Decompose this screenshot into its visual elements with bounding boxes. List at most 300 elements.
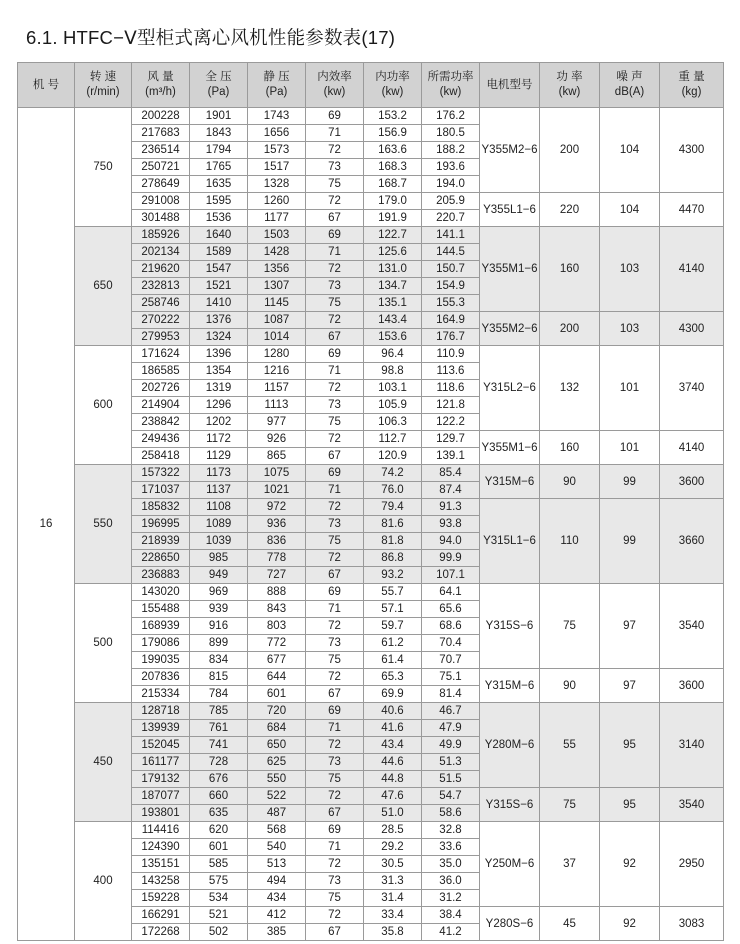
cell-required-power: 75.1: [422, 669, 480, 686]
cell-internal-power: 168.3: [364, 159, 422, 176]
cell-efficiency: 72: [306, 193, 364, 210]
cell-required-power: 87.4: [422, 482, 480, 499]
cell-efficiency: 71: [306, 720, 364, 737]
cell-required-power: 41.2: [422, 924, 480, 941]
cell-internal-power: 191.9: [364, 210, 422, 227]
cell-airflow: 168939: [132, 618, 190, 635]
cell-static-pressure: 434: [248, 890, 306, 907]
cell-total-pressure: 1173: [190, 465, 248, 482]
cell-total-pressure: 969: [190, 584, 248, 601]
cell-efficiency: 71: [306, 244, 364, 261]
cell-static-pressure: 494: [248, 873, 306, 890]
cell-efficiency: 69: [306, 346, 364, 363]
cell-total-pressure: 1521: [190, 278, 248, 295]
cell-motor-model: Y315L2−6: [480, 346, 540, 431]
header-total-pressure: 全 压 (Pa): [190, 63, 248, 108]
cell-required-power: 107.1: [422, 567, 480, 584]
cell-total-pressure: 1296: [190, 397, 248, 414]
cell-efficiency: 67: [306, 567, 364, 584]
cell-static-pressure: 936: [248, 516, 306, 533]
cell-motor-power: 90: [540, 465, 600, 499]
cell-total-pressure: 521: [190, 907, 248, 924]
page-title: 6.1. HTFC−Ⅴ型柜式离心风机性能参数表(17): [26, 27, 396, 48]
cell-internal-power: 30.5: [364, 856, 422, 873]
cell-airflow: 159228: [132, 890, 190, 907]
cell-airflow: 291008: [132, 193, 190, 210]
cell-efficiency: 71: [306, 601, 364, 618]
cell-static-pressure: 385: [248, 924, 306, 941]
cell-internal-power: 59.7: [364, 618, 422, 635]
cell-static-pressure: 972: [248, 499, 306, 516]
header-airflow: 风 量 (m³/h): [132, 63, 190, 108]
cell-static-pressure: 1307: [248, 278, 306, 295]
cell-airflow: 202134: [132, 244, 190, 261]
cell-efficiency: 73: [306, 635, 364, 652]
cell-total-pressure: 939: [190, 601, 248, 618]
cell-airflow: 172268: [132, 924, 190, 941]
cell-required-power: 155.3: [422, 295, 480, 312]
cell-internal-power: 76.0: [364, 482, 422, 499]
cell-internal-power: 74.2: [364, 465, 422, 482]
cell-total-pressure: 1202: [190, 414, 248, 431]
cell-efficiency: 75: [306, 295, 364, 312]
cell-required-power: 93.8: [422, 516, 480, 533]
cell-airflow: 124390: [132, 839, 190, 856]
cell-required-power: 139.1: [422, 448, 480, 465]
header-internal-power: 内功率 (kw): [364, 63, 422, 108]
cell-airflow: 218939: [132, 533, 190, 550]
table-row: [18, 465, 724, 482]
cell-required-power: 113.6: [422, 363, 480, 380]
cell-required-power: 31.2: [422, 890, 480, 907]
cell-motor-model: Y355M1−6: [480, 431, 540, 465]
cell-required-power: 65.6: [422, 601, 480, 618]
cell-motor-power: 45: [540, 907, 600, 941]
cell-efficiency: 72: [306, 499, 364, 516]
cell-airflow: 157322: [132, 465, 190, 482]
cell-airflow: 202726: [132, 380, 190, 397]
header-motor-power: 功 率 (kw): [540, 63, 600, 108]
cell-static-pressure: 843: [248, 601, 306, 618]
cell-airflow: 171624: [132, 346, 190, 363]
cell-motor-weight: 3540: [660, 788, 724, 822]
cell-internal-power: 44.6: [364, 754, 422, 771]
cell-motor-model: Y250M−6: [480, 822, 540, 907]
cell-motor-power: 55: [540, 703, 600, 788]
cell-internal-power: 131.0: [364, 261, 422, 278]
cell-total-pressure: 1089: [190, 516, 248, 533]
cell-airflow: 270222: [132, 312, 190, 329]
cell-total-pressure: 761: [190, 720, 248, 737]
cell-total-pressure: 1137: [190, 482, 248, 499]
cell-required-power: 180.5: [422, 125, 480, 142]
cell-motor-weight: 3083: [660, 907, 724, 941]
cell-speed: 600: [75, 346, 132, 465]
cell-efficiency: 73: [306, 873, 364, 890]
cell-airflow: 114416: [132, 822, 190, 839]
cell-total-pressure: 1410: [190, 295, 248, 312]
cell-airflow: 128718: [132, 703, 190, 720]
cell-required-power: 54.7: [422, 788, 480, 805]
cell-internal-power: 31.4: [364, 890, 422, 907]
cell-total-pressure: 1843: [190, 125, 248, 142]
cell-internal-power: 122.7: [364, 227, 422, 244]
cell-required-power: 51.3: [422, 754, 480, 771]
cell-motor-power: 132: [540, 346, 600, 431]
cell-static-pressure: 1075: [248, 465, 306, 482]
cell-internal-power: 135.1: [364, 295, 422, 312]
cell-required-power: 110.9: [422, 346, 480, 363]
cell-efficiency: 72: [306, 907, 364, 924]
cell-motor-power: 200: [540, 312, 600, 346]
cell-motor-weight: 4140: [660, 431, 724, 465]
cell-motor-weight: 4140: [660, 227, 724, 312]
cell-motor-model: Y315S−6: [480, 788, 540, 822]
cell-motor-model: Y355M2−6: [480, 108, 540, 193]
cell-total-pressure: 1794: [190, 142, 248, 159]
cell-airflow: 232813: [132, 278, 190, 295]
cell-internal-power: 69.9: [364, 686, 422, 703]
cell-required-power: 129.7: [422, 431, 480, 448]
cell-static-pressure: 540: [248, 839, 306, 856]
cell-internal-power: 65.3: [364, 669, 422, 686]
cell-motor-power: 160: [540, 431, 600, 465]
cell-airflow: 215334: [132, 686, 190, 703]
cell-motor-weight: 3740: [660, 346, 724, 431]
cell-required-power: 46.7: [422, 703, 480, 720]
cell-efficiency: 72: [306, 788, 364, 805]
cell-machine-no: 16: [18, 108, 75, 941]
cell-efficiency: 75: [306, 176, 364, 193]
cell-static-pressure: 1503: [248, 227, 306, 244]
cell-internal-power: 40.6: [364, 703, 422, 720]
cell-motor-model: Y355L1−6: [480, 193, 540, 227]
cell-motor-noise: 99: [600, 499, 660, 584]
cell-total-pressure: 635: [190, 805, 248, 822]
cell-motor-noise: 99: [600, 465, 660, 499]
cell-internal-power: 31.3: [364, 873, 422, 890]
cell-required-power: 99.9: [422, 550, 480, 567]
cell-airflow: 217683: [132, 125, 190, 142]
cell-efficiency: 67: [306, 329, 364, 346]
cell-internal-power: 153.6: [364, 329, 422, 346]
cell-total-pressure: 949: [190, 567, 248, 584]
cell-motor-noise: 97: [600, 669, 660, 703]
cell-efficiency: 69: [306, 227, 364, 244]
cell-motor-weight: 3600: [660, 669, 724, 703]
cell-efficiency: 71: [306, 125, 364, 142]
cell-efficiency: 71: [306, 839, 364, 856]
cell-static-pressure: 926: [248, 431, 306, 448]
cell-airflow: 250721: [132, 159, 190, 176]
cell-total-pressure: 1547: [190, 261, 248, 278]
cell-airflow: 161177: [132, 754, 190, 771]
cell-motor-power: 160: [540, 227, 600, 312]
cell-required-power: 32.8: [422, 822, 480, 839]
cell-efficiency: 72: [306, 261, 364, 278]
cell-efficiency: 73: [306, 278, 364, 295]
cell-required-power: 51.5: [422, 771, 480, 788]
cell-required-power: 176.2: [422, 108, 480, 125]
cell-internal-power: 105.9: [364, 397, 422, 414]
cell-required-power: 154.9: [422, 278, 480, 295]
table-row: [18, 346, 724, 363]
cell-internal-power: 163.6: [364, 142, 422, 159]
cell-total-pressure: 916: [190, 618, 248, 635]
cell-motor-power: 75: [540, 584, 600, 669]
cell-efficiency: 67: [306, 686, 364, 703]
cell-static-pressure: 677: [248, 652, 306, 669]
cell-total-pressure: 1536: [190, 210, 248, 227]
cell-static-pressure: 625: [248, 754, 306, 771]
cell-motor-power: 200: [540, 108, 600, 193]
cell-airflow: 193801: [132, 805, 190, 822]
cell-efficiency: 72: [306, 618, 364, 635]
cell-motor-power: 90: [540, 669, 600, 703]
cell-airflow: 207836: [132, 669, 190, 686]
cell-airflow: 219620: [132, 261, 190, 278]
cell-motor-model: Y315L1−6: [480, 499, 540, 584]
cell-required-power: 220.7: [422, 210, 480, 227]
cell-internal-power: 55.7: [364, 584, 422, 601]
cell-motor-noise: 92: [600, 822, 660, 907]
cell-required-power: 194.0: [422, 176, 480, 193]
cell-static-pressure: 684: [248, 720, 306, 737]
cell-required-power: 33.6: [422, 839, 480, 856]
cell-efficiency: 72: [306, 431, 364, 448]
cell-total-pressure: 1319: [190, 380, 248, 397]
table-row: [18, 108, 724, 125]
cell-internal-power: 96.4: [364, 346, 422, 363]
cell-static-pressure: 727: [248, 567, 306, 584]
cell-total-pressure: 575: [190, 873, 248, 890]
cell-airflow: 186585: [132, 363, 190, 380]
cell-motor-weight: 3140: [660, 703, 724, 788]
cell-total-pressure: 502: [190, 924, 248, 941]
cell-total-pressure: 660: [190, 788, 248, 805]
table-row: [18, 584, 724, 601]
cell-total-pressure: 620: [190, 822, 248, 839]
cell-efficiency: 73: [306, 397, 364, 414]
cell-static-pressure: 1145: [248, 295, 306, 312]
cell-internal-power: 125.6: [364, 244, 422, 261]
cell-efficiency: 67: [306, 448, 364, 465]
cell-static-pressure: 1157: [248, 380, 306, 397]
cell-motor-weight: 2950: [660, 822, 724, 907]
table-row: [18, 822, 724, 839]
cell-airflow: 214904: [132, 397, 190, 414]
cell-required-power: 141.1: [422, 227, 480, 244]
cell-efficiency: 73: [306, 754, 364, 771]
cell-required-power: 81.4: [422, 686, 480, 703]
cell-static-pressure: 1260: [248, 193, 306, 210]
header-static-pressure: 静 压 (Pa): [248, 63, 306, 108]
cell-static-pressure: 1216: [248, 363, 306, 380]
cell-static-pressure: 1517: [248, 159, 306, 176]
cell-airflow: 143020: [132, 584, 190, 601]
cell-required-power: 91.3: [422, 499, 480, 516]
cell-airflow: 228650: [132, 550, 190, 567]
cell-static-pressure: 836: [248, 533, 306, 550]
cell-required-power: 122.2: [422, 414, 480, 431]
cell-required-power: 68.6: [422, 618, 480, 635]
cell-motor-power: 37: [540, 822, 600, 907]
cell-static-pressure: 1087: [248, 312, 306, 329]
cell-total-pressure: 1172: [190, 431, 248, 448]
cell-airflow: 179132: [132, 771, 190, 788]
cell-required-power: 49.9: [422, 737, 480, 754]
cell-required-power: 144.5: [422, 244, 480, 261]
cell-airflow: 200228: [132, 108, 190, 125]
cell-efficiency: 67: [306, 805, 364, 822]
cell-motor-weight: 3600: [660, 465, 724, 499]
cell-internal-power: 43.4: [364, 737, 422, 754]
cell-efficiency: 69: [306, 584, 364, 601]
cell-internal-power: 28.5: [364, 822, 422, 839]
cell-static-pressure: 550: [248, 771, 306, 788]
cell-static-pressure: 1656: [248, 125, 306, 142]
cell-total-pressure: 985: [190, 550, 248, 567]
cell-internal-power: 98.8: [364, 363, 422, 380]
cell-total-pressure: 1901: [190, 108, 248, 125]
cell-static-pressure: 1280: [248, 346, 306, 363]
cell-efficiency: 75: [306, 890, 364, 907]
cell-airflow: 249436: [132, 431, 190, 448]
cell-total-pressure: 1640: [190, 227, 248, 244]
cell-static-pressure: 1328: [248, 176, 306, 193]
cell-efficiency: 72: [306, 856, 364, 873]
cell-required-power: 150.7: [422, 261, 480, 278]
cell-internal-power: 93.2: [364, 567, 422, 584]
cell-total-pressure: 534: [190, 890, 248, 907]
header-machine-no: 机 号: [18, 63, 75, 108]
cell-static-pressure: 650: [248, 737, 306, 754]
cell-total-pressure: 1396: [190, 346, 248, 363]
cell-efficiency: 71: [306, 482, 364, 499]
cell-internal-power: 86.8: [364, 550, 422, 567]
cell-motor-model: Y355M1−6: [480, 227, 540, 312]
cell-motor-noise: 95: [600, 788, 660, 822]
cell-internal-power: 81.6: [364, 516, 422, 533]
cell-required-power: 35.0: [422, 856, 480, 873]
cell-efficiency: 73: [306, 516, 364, 533]
cell-static-pressure: 772: [248, 635, 306, 652]
cell-total-pressure: 1635: [190, 176, 248, 193]
cell-static-pressure: 601: [248, 686, 306, 703]
cell-required-power: 94.0: [422, 533, 480, 550]
cell-motor-model: Y355M2−6: [480, 312, 540, 346]
cell-motor-weight: 3660: [660, 499, 724, 584]
cell-motor-noise: 101: [600, 431, 660, 465]
cell-motor-noise: 103: [600, 227, 660, 312]
cell-efficiency: 75: [306, 771, 364, 788]
cell-airflow: 185926: [132, 227, 190, 244]
cell-static-pressure: 1356: [248, 261, 306, 278]
table-row: [18, 227, 724, 244]
cell-total-pressure: 741: [190, 737, 248, 754]
cell-efficiency: 67: [306, 924, 364, 941]
cell-airflow: 187077: [132, 788, 190, 805]
cell-static-pressure: 1573: [248, 142, 306, 159]
cell-motor-noise: 103: [600, 312, 660, 346]
cell-total-pressure: 585: [190, 856, 248, 873]
cell-required-power: 36.0: [422, 873, 480, 890]
cell-static-pressure: 865: [248, 448, 306, 465]
cell-motor-noise: 104: [600, 108, 660, 193]
cell-internal-power: 35.8: [364, 924, 422, 941]
cell-total-pressure: 785: [190, 703, 248, 720]
cell-airflow: 258746: [132, 295, 190, 312]
cell-required-power: 164.9: [422, 312, 480, 329]
cell-internal-power: 61.4: [364, 652, 422, 669]
cell-required-power: 85.4: [422, 465, 480, 482]
cell-required-power: 47.9: [422, 720, 480, 737]
cell-efficiency: 72: [306, 669, 364, 686]
cell-total-pressure: 1376: [190, 312, 248, 329]
cell-airflow: 238842: [132, 414, 190, 431]
header-required-power: 所需功率 (kw): [422, 63, 480, 108]
cell-internal-power: 120.9: [364, 448, 422, 465]
cell-total-pressure: 1039: [190, 533, 248, 550]
cell-required-power: 58.6: [422, 805, 480, 822]
cell-internal-power: 81.8: [364, 533, 422, 550]
cell-total-pressure: 784: [190, 686, 248, 703]
cell-speed: 550: [75, 465, 132, 584]
cell-internal-power: 134.7: [364, 278, 422, 295]
cell-required-power: 188.2: [422, 142, 480, 159]
cell-speed: 650: [75, 227, 132, 346]
cell-required-power: 64.1: [422, 584, 480, 601]
performance-table: [17, 62, 724, 941]
cell-speed: 750: [75, 108, 132, 227]
header-speed: 转 速 (r/min): [75, 63, 132, 108]
cell-internal-power: 79.4: [364, 499, 422, 516]
cell-motor-power: 75: [540, 788, 600, 822]
cell-total-pressure: 1595: [190, 193, 248, 210]
cell-airflow: 143258: [132, 873, 190, 890]
cell-motor-model: Y315M−6: [480, 669, 540, 703]
cell-motor-noise: 95: [600, 703, 660, 788]
cell-speed: 500: [75, 584, 132, 703]
cell-airflow: 166291: [132, 907, 190, 924]
cell-static-pressure: 522: [248, 788, 306, 805]
cell-motor-model: Y315S−6: [480, 584, 540, 669]
cell-motor-model: Y280M−6: [480, 703, 540, 788]
cell-internal-power: 112.7: [364, 431, 422, 448]
cell-internal-power: 33.4: [364, 907, 422, 924]
cell-airflow: 155488: [132, 601, 190, 618]
cell-internal-power: 156.9: [364, 125, 422, 142]
cell-total-pressure: 1108: [190, 499, 248, 516]
cell-efficiency: 75: [306, 533, 364, 550]
cell-motor-noise: 101: [600, 346, 660, 431]
cell-total-pressure: 815: [190, 669, 248, 686]
cell-speed: 400: [75, 822, 132, 941]
cell-airflow: 278649: [132, 176, 190, 193]
cell-airflow: 152045: [132, 737, 190, 754]
cell-total-pressure: 1324: [190, 329, 248, 346]
cell-total-pressure: 834: [190, 652, 248, 669]
cell-static-pressure: 888: [248, 584, 306, 601]
cell-efficiency: 69: [306, 465, 364, 482]
cell-static-pressure: 1743: [248, 108, 306, 125]
cell-required-power: 70.4: [422, 635, 480, 652]
cell-internal-power: 44.8: [364, 771, 422, 788]
cell-required-power: 118.6: [422, 380, 480, 397]
cell-internal-power: 143.4: [364, 312, 422, 329]
header-motor-model: 电机型号: [480, 63, 540, 108]
cell-airflow: 196995: [132, 516, 190, 533]
